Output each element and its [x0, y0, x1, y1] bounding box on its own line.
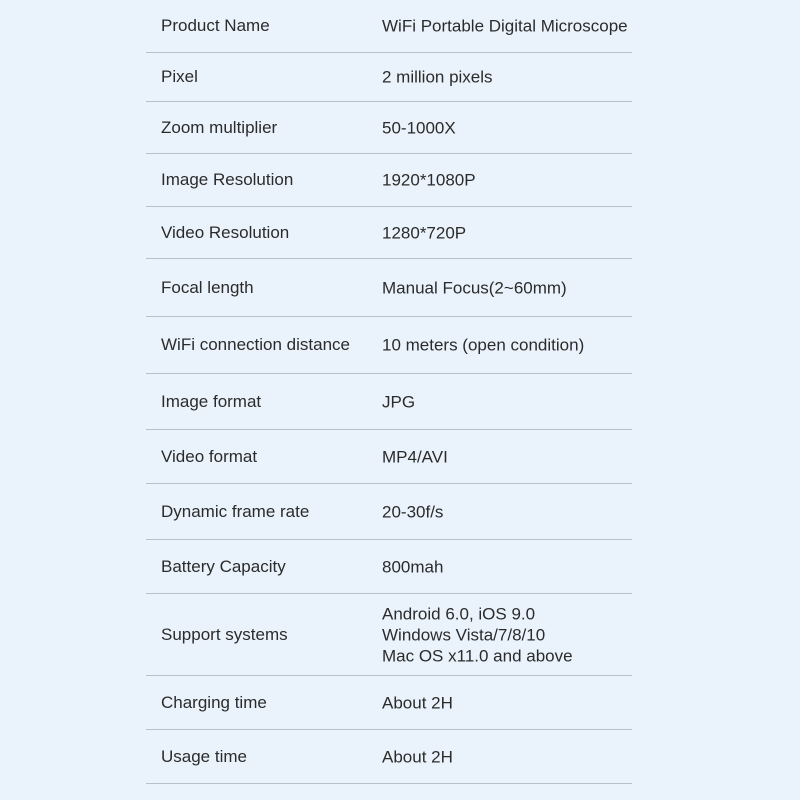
- spec-row: [146, 259, 632, 317]
- spec-key: Dynamic frame rate: [161, 501, 310, 521]
- spec-key: Image Resolution: [161, 170, 294, 189]
- spec-key: Charging time: [161, 692, 267, 712]
- spec-key: Battery Capacity: [161, 556, 286, 576]
- spec-key: Image format: [161, 391, 262, 411]
- spec-key: Video format: [161, 446, 258, 466]
- spec-value: 1920*1080P: [382, 170, 476, 190]
- spec-table: [146, 0, 632, 784]
- spec-row: [146, 102, 632, 154]
- spec-row: [146, 540, 632, 594]
- spec-key: WiFi connection distance: [161, 335, 350, 354]
- spec-row: [146, 53, 632, 102]
- spec-key: Support systems: [161, 624, 288, 644]
- spec-row: [146, 430, 632, 484]
- spec-row: [146, 0, 632, 53]
- spec-key: Pixel: [161, 67, 198, 86]
- spec-value-line: Android 6.0, iOS 9.0: [382, 604, 536, 623]
- spec-key: Focal length: [161, 277, 254, 297]
- spec-value: JPG: [382, 392, 416, 411]
- spec-value: 10 meters (open condition): [382, 335, 585, 355]
- spec-row: [146, 207, 632, 259]
- spec-row: [146, 484, 632, 540]
- spec-value: WiFi Portable Digital Microscope: [382, 16, 628, 36]
- spec-value: MP4/AVI: [382, 447, 448, 466]
- spec-value-multiline: [382, 603, 573, 666]
- spec-row: [146, 317, 632, 374]
- spec-row: [146, 730, 632, 784]
- spec-value: 50-1000X: [382, 118, 456, 137]
- spec-value: 800mah: [382, 557, 444, 576]
- spec-row: [146, 676, 632, 730]
- spec-value-line: Windows Vista/7/8/10: [382, 625, 546, 644]
- spec-row: [146, 594, 632, 676]
- spec-key: Product Name: [161, 16, 270, 35]
- spec-row: [146, 374, 632, 430]
- spec-row: [146, 154, 632, 207]
- spec-value: About 2H: [382, 747, 453, 766]
- spec-value: 2 million pixels: [382, 67, 493, 87]
- spec-key: Zoom multiplier: [161, 117, 278, 137]
- spec-value: 1280*720P: [382, 223, 467, 242]
- spec-key: Video Resolution: [161, 222, 290, 242]
- spec-value: Manual Focus(2~60mm): [382, 278, 567, 297]
- spec-value-line: Mac OS x11.0 and above: [382, 646, 573, 665]
- spec-value: About 2H: [382, 693, 453, 712]
- spec-key: Usage time: [161, 746, 247, 766]
- spec-value: 20-30f/s: [382, 502, 444, 521]
